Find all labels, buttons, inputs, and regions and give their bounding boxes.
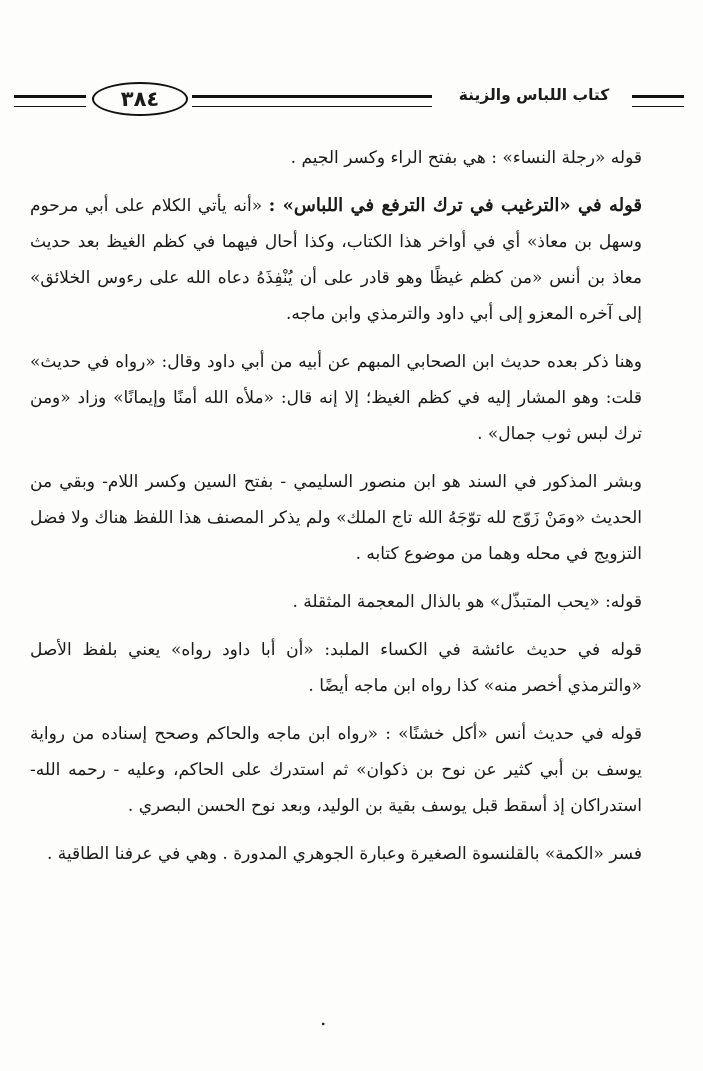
running-title: كتاب اللباس والزينة xyxy=(458,86,610,104)
paragraph xyxy=(30,716,642,824)
paragraph-text: «أنه يأتي الكلام على أبي مرحوم وسهل بن معاذ» أي في أواخر هذا الكتاب، وكذا أحال فيهما في كظم الغيظ بعد حديث معاذ بن أنس «من كظم غيظًا وهو قادر على أن يُنْفِذَهُ دعاه الله على رءوس الخلائق» إلى آخره المعزو إلى أبي داود والترمذي وابن ماجه. xyxy=(30,196,642,324)
paragraph-text: قوله «رجلة النساء» : هي بفتح الراء وكسر الجيم . xyxy=(290,148,642,168)
paragraph xyxy=(30,188,642,332)
page-number xyxy=(92,82,188,116)
page-number-text: ٣٨٤ xyxy=(120,87,160,111)
paragraph xyxy=(30,464,642,572)
header-rule-left xyxy=(14,95,86,107)
paragraph-text: قوله: «يحب المتبذّل» هو بالذال المعجمة المثقلة . xyxy=(292,592,642,612)
paragraph xyxy=(30,140,642,176)
page-header xyxy=(14,80,684,122)
paragraph xyxy=(30,836,642,872)
paragraph-text: وهنا ذكر بعده حديث ابن الصحابي المبهم عن أبيه من أبي داود وقال: «رواه في حديث» قلت: وهو المشار إليه في كظم الغيظ؛ إلا إنه قال: «ملأه الله أمنًا وإيمانًا» وزاد «ومن ترك لبس ثوب جمال» . xyxy=(30,352,642,444)
header-rule-middle xyxy=(192,95,432,107)
paragraph xyxy=(30,632,642,704)
paragraph-text: فسر «الكمة» بالقلنسوة الصغيرة وعبارة الجوهري المدورة . وهي في عرفنا الطاقية . xyxy=(47,844,642,864)
header-rule-right xyxy=(632,95,684,107)
paragraph-text: قوله في حديث عائشة في الكساء الملبد: «أن أبا داود رواه» يعني بلفظ الأصل «والترمذي أخصر منه» كذا رواه ابن ماجه أيضًا . xyxy=(30,640,642,696)
page-body xyxy=(30,140,642,884)
paragraph xyxy=(30,584,642,620)
paragraph-text: وبشر المذكور في السند هو ابن منصور السليمي - بفتح السين وكسر اللام- وبقي من الحديث «ومَنْ زَوّج لله توّجَهُ الله تاج الملك» ولم يذكر المصنف هذا اللفظ هناك ولا فضل التزويج في محله وهما من موضوع كتابه . xyxy=(30,472,642,564)
paragraph-text: قوله في حديث أنس «أكل خشنًا» : «رواه ابن ماجه والحاكم وصحح إسناده من رواية يوسف بن أبي كثير عن نوح بن ذكوان» ثم استدرك على الحاكم، وعليه - رحمه الله- استدراكان إذ أسقط قبل يوسف بقية بن الوليد، وبعد نوح الحسن البصري . xyxy=(30,724,643,816)
end-mark: . xyxy=(320,1006,327,1030)
paragraph-lead: قوله في «الترغيب في ترك الترفع في اللباس» : xyxy=(268,195,642,216)
paragraph xyxy=(30,344,642,452)
